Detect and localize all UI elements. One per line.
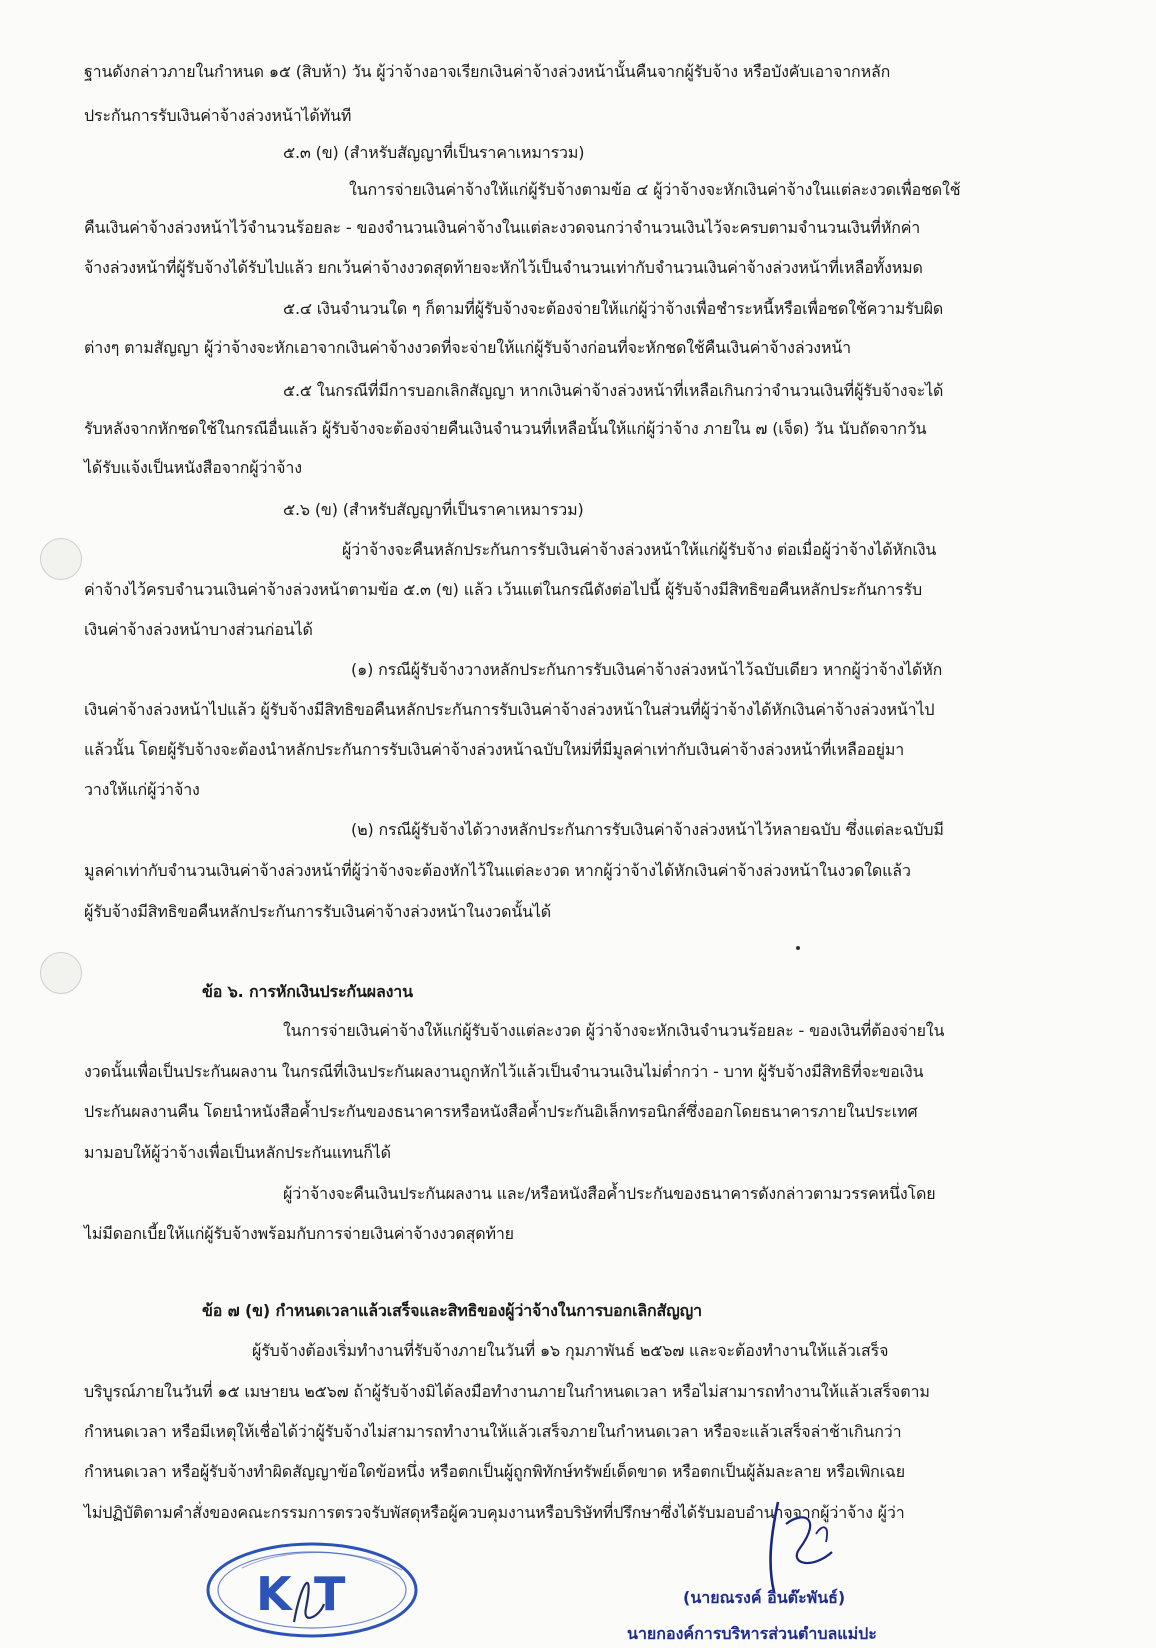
body-line: คืนเงินค่าจ้างล่วงหน้าไว้จำนวนร้อยละ - ของจำนวนเงินค่าจ้างในแต่ละงวดจนกว่าจำนวนเงินไว้จะครบตามจำนวนเงินที่หักค่า — [84, 218, 921, 237]
section-heading: ข้อ ๖. การหักเงินประกันผลงาน — [202, 982, 413, 1001]
handwritten-signature — [760, 1490, 870, 1600]
body-line: กำหนดเวลา หรือมีเหตุให้เชื่อได้ว่าผู้รับจ้างไม่สามารถทำงานให้แล้วเสร็จภายในกำหนดเวลา หรือจะแล้วเสร็จล่าช้าเกินกว่า — [84, 1422, 902, 1441]
body-line: รับหลังจากหักชดใช้ในกรณีอื่นแล้ว ผู้รับจ้างจะต้องจ่ายคืนเงินจำนวนที่เหลือนั้นให้แก่ผู้ว่าจ้าง ภายใน ๗ (เจ็ด) วัน นับถัดจากวัน — [84, 419, 927, 438]
body-line: ผู้ว่าจ้างจะคืนเงินประกันผลงาน และ/หรือหนังสือค้ำประกันของธนาคารดังกล่าวตามวรรคหนึ่งโดย — [283, 1184, 936, 1203]
body-line: ค่าจ้างไว้ครบจำนวนเงินค่าจ้างล่วงหน้าตามข้อ ๕.๓ (ข) แล้ว เว้นแต่ในกรณีดังต่อไปนี้ ผู้รับจ้างมีสิทธิขอคืนหลักประกันการรับ — [84, 580, 923, 599]
body-line: เงินค่าจ้างล่วงหน้าไปแล้ว ผู้รับจ้างมีสิทธิขอคืนหลักประกันการรับเงินค่าจ้างล่วงหน้าในส่วนที่ผู้ว่าจ้างได้หักเงินค่าจ้างล่วงหน้าไป — [84, 700, 935, 719]
body-line: มามอบให้ผู้ว่าจ้างเพื่อเป็นหลักประกันแทนก็ได้ — [84, 1143, 391, 1162]
body-line: ในการจ่ายเงินค่าจ้างให้แก่ผู้รับจ้างแต่ละงวด ผู้ว่าจ้างจะหักเงินจำนวนร้อยละ - ของเงินที่ต้องจ่ายใน — [283, 1021, 945, 1040]
body-line: เงินค่าจ้างล่วงหน้าบางส่วนก่อนได้ — [84, 620, 313, 639]
body-line: กำหนดเวลา หรือผู้รับจ้างทำผิดสัญญาข้อใดข้อหนึ่ง หรือตกเป็นผู้ถูกพิทักษ์ทรัพย์เด็ดขาด หรือตกเป็นผู้ล้มละลาย หรือเพิกเฉย — [84, 1462, 906, 1481]
svg-text:T: T — [314, 1567, 346, 1621]
body-line: งวดนั้นเพื่อเป็นประกันผลงาน ในกรณีที่เงินประกันผลงานถูกหักไว้แล้วเป็นจำนวนเงินไม่ต่ำกว่า - บาท ผู้รับจ้างมีสิทธิที่จะขอเงิน — [84, 1062, 924, 1081]
svg-text:K: K — [256, 1567, 292, 1621]
body-line: ฐานดังกล่าวภายในกำหนด ๑๕ (สิบห้า) วัน ผู้ว่าจ้างอาจเรียกเงินค่าจ้างล่วงหน้านั้นคืนจากผู้รับจ้าง หรือบังคับเอาจากหลัก — [84, 62, 891, 81]
clause-line: ๕.๔ เงินจำนวนใด ๆ ก็ตามที่ผู้รับจ้างจะต้องจ่ายให้แก่ผู้ว่าจ้างเพื่อชำระหนี้หรือเพื่อชดใช้ความรับผิด — [283, 299, 944, 318]
section-heading: ข้อ ๗ (ข) กำหนดเวลาแล้วเสร็จและสิทธิของผู้ว่าจ้างในการบอกเลิกสัญญา — [202, 1301, 702, 1320]
punch-hole — [40, 538, 82, 580]
body-line: ผู้รับจ้างต้องเริ่มทำงานที่รับจ้างภายในวันที่ ๑๖ กุมภาพันธ์ ๒๕๖๗ และจะต้องทำงานให้แล้วเสร็จ — [252, 1341, 889, 1360]
ink-dot — [796, 946, 800, 950]
body-line: บริบูรณ์ภายในวันที่ ๑๕ เมษายน ๒๕๖๗ ถ้าผู้รับจ้างมิได้ลงมือทำงานภายในกำหนดเวลา หรือไม่สามารถทำงานให้แล้วเสร็จตาม — [84, 1382, 930, 1401]
body-line: จ้างล่วงหน้าที่ผู้รับจ้างได้รับไปแล้ว ยกเว้นค่าจ้างงวดสุดท้ายจะหักไว้เป็นจำนวนเท่ากับจำนวนเงินค่าจ้างล่วงหน้าที่เหลือทั้งหมด — [84, 258, 923, 277]
body-line: ในการจ่ายเงินค่าจ้างให้แก่ผู้รับจ้างตามข้อ ๔ ผู้ว่าจ้างจะหักเงินค่าจ้างในแต่ละงวดเพื่อชดใช้ — [349, 180, 961, 199]
body-line: แล้วนั้น โดยผู้รับจ้างจะต้องนำหลักประกันการรับเงินค่าจ้างล่วงหน้าฉบับใหม่ที่มีมูลค่าเท่ากับเงินค่าจ้างล่วงหน้าที่เหลืออยู่มา — [84, 740, 905, 759]
body-line: ไม่ปฏิบัติตามคำสั่งของคณะกรรมการตรวจรับพัสดุหรือผู้ควบคุมงานหรือบริษัทที่ปรึกษาซึ่งได้รับมอบอำนาจจากผู้ว่าจ้าง ผู้ว่า — [84, 1503, 905, 1522]
body-line: มูลค่าเท่ากับจำนวนเงินค่าจ้างล่วงหน้าที่ผู้ว่าจ้างจะต้องหักไว้ในแต่ละงวด หากผู้ว่าจ้างได้หักเงินค่าจ้างล่วงหน้าในงวดใดแล้ว — [84, 861, 911, 880]
clause-line: ๕.๓ (ข) (สำหรับสัญญาที่เป็นราคาเหมารวม) — [283, 143, 585, 162]
signatory-name: (นายณรงค์ อินต๊ะพันธ์) — [683, 1588, 846, 1607]
body-line: ต่างๆ ตามสัญญา ผู้ว่าจ้างจะหักเอาจากเงินค่าจ้างงวดที่จะจ่ายให้แก่ผู้รับจ้างก่อนที่จะหักชดใช้คืนเงินค่าจ้างล่วงหน้า — [84, 338, 851, 357]
subclause-line: (๒) กรณีผู้รับจ้างได้วางหลักประกันการรับเงินค่าจ้างล่วงหน้าไว้หลายฉบับ ซึ่งแต่ละฉบับมี — [351, 820, 944, 839]
body-line: ประกันการรับเงินค่าจ้างล่วงหน้าได้ทันที — [84, 106, 352, 125]
body-line: วางให้แก่ผู้ว่าจ้าง — [84, 780, 200, 799]
signatory-title: นายกองค์การบริหารส่วนตำบลแม่ปะ — [627, 1624, 877, 1643]
body-line: ไม่มีดอกเบี้ยให้แก่ผู้รับจ้างพร้อมกับการจ่ายเงินค่าจ้างงวดสุดท้าย — [84, 1224, 514, 1243]
body-line: ผู้ว่าจ้างจะคืนหลักประกันการรับเงินค่าจ้างล่วงหน้าให้แก่ผู้รับจ้าง ต่อเมื่อผู้ว่าจ้างได้หักเงิน — [342, 540, 937, 559]
punch-hole — [40, 952, 82, 994]
body-line: ได้รับแจ้งเป็นหนังสือจากผู้ว่าจ้าง — [84, 458, 302, 477]
body-line: ผู้รับจ้างมีสิทธิขอคืนหลักประกันการรับเงินค่าจ้างล่วงหน้าในงวดนั้นได้ — [84, 902, 552, 921]
clause-line: ๕.๕ ในกรณีที่มีการบอกเลิกสัญญา หากเงินค่าจ้างล่วงหน้าที่เหลือเกินกว่าจำนวนเงินที่ผู้รับจ้างจะได้ — [283, 381, 944, 400]
company-stamp — [202, 1538, 422, 1642]
body-line: ประกันผลงานคืน โดยนำหนังสือค้ำประกันของธนาคารหรือหนังสือค้ำประกันอิเล็กทรอนิกส์ซึ่งออกโดยธนาคารภายในประเทศ — [84, 1102, 918, 1121]
subclause-line: (๑) กรณีผู้รับจ้างวางหลักประกันการรับเงินค่าจ้างล่วงหน้าไว้ฉบับเดียว หากผู้ว่าจ้างได้หัก — [351, 660, 943, 679]
clause-line: ๕.๖ (ข) (สำหรับสัญญาที่เป็นราคาเหมารวม) — [283, 500, 584, 519]
